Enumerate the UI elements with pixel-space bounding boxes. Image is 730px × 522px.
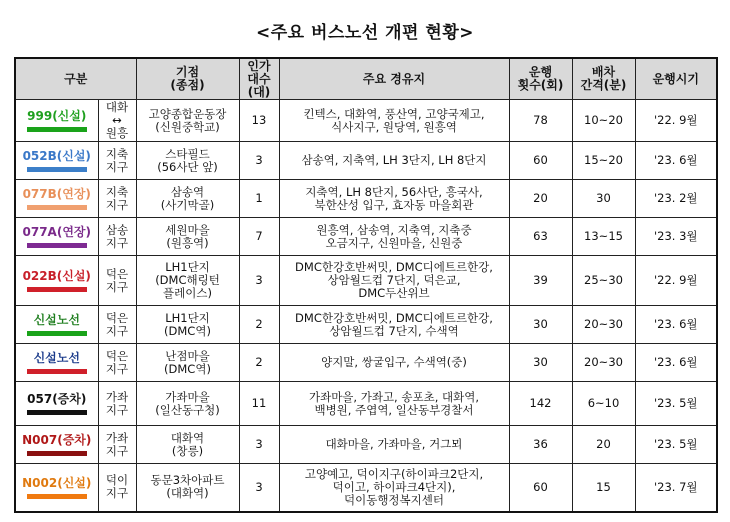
interval-cell: 6~10 (572, 382, 635, 426)
vehicles-cell: 11 (239, 382, 279, 426)
table-row (15, 344, 717, 382)
trips-cell: 20 (509, 180, 572, 218)
interval-cell: 15 (572, 464, 635, 512)
terminus-cell: 삼송역 (사기막골) (136, 180, 239, 218)
route-via-cell: DMC한강호반써밋, DMC디에트르한강, 상암월드컵 7단지, 덕은교, DMC두산위브 (279, 256, 509, 306)
start-cell: '23. 7월 (635, 464, 717, 512)
start-cell: '22. 9월 (635, 100, 717, 142)
start-cell: '23. 5월 (635, 426, 717, 464)
route-number: 077B(연장) (22, 187, 91, 201)
header-trips: 운행 횟수(회) (509, 58, 572, 100)
trips-cell: 39 (509, 256, 572, 306)
route-via-cell: 대화마을, 가좌마을, 거그뫼 (279, 426, 509, 464)
interval-cell: 20~30 (572, 344, 635, 382)
route-color-bar (27, 369, 87, 374)
terminus-cell: 세원마을 (원흥역) (136, 218, 239, 256)
header-category: 구분 (15, 58, 136, 100)
route-via-cell: 양지말, 쌍굴입구, 수색역(중) (279, 344, 509, 382)
trips-cell: 60 (509, 142, 572, 180)
route-number: 022B(신설) (22, 269, 91, 283)
vehicles-cell: 3 (239, 426, 279, 464)
route-number: 신설노선 (33, 313, 80, 327)
terminus-cell: 고양종합운동장 (신원중학교) (136, 100, 239, 142)
terminus-cell: 대화역 (창릉) (136, 426, 239, 464)
route-color-bar (27, 127, 87, 132)
area-cell: 가좌 지구 (98, 426, 136, 464)
vehicles-cell: 7 (239, 218, 279, 256)
table-row (15, 464, 717, 512)
route-number: 신설노선 (33, 351, 80, 365)
area-cell: 덕이 지구 (98, 464, 136, 512)
trips-cell: 63 (509, 218, 572, 256)
route-cell (15, 382, 98, 426)
interval-cell: 30 (572, 180, 635, 218)
header-start: 운행시기 (635, 58, 717, 100)
terminus-cell: 가좌마을 (일산동구청) (136, 382, 239, 426)
table-row (15, 180, 717, 218)
route-cell (15, 464, 98, 512)
area-cell: 덕은 지구 (98, 256, 136, 306)
header-route-via: 주요 경유지 (279, 58, 509, 100)
terminus-cell: 난점마을 (DMC역) (136, 344, 239, 382)
table-row (15, 218, 717, 256)
vehicles-cell: 13 (239, 100, 279, 142)
area-cell: 가좌 지구 (98, 382, 136, 426)
trips-cell: 30 (509, 344, 572, 382)
interval-cell: 20~30 (572, 306, 635, 344)
terminus-cell: 동문3차아파트 (대화역) (136, 464, 239, 512)
interval-cell: 25~30 (572, 256, 635, 306)
vehicles-cell: 3 (239, 256, 279, 306)
header-vehicles: 인가 대수(대) (239, 58, 279, 100)
route-cell (15, 142, 98, 180)
table-row (15, 256, 717, 306)
route-number: 077A(연장) (22, 225, 91, 239)
route-number: N007(증차) (22, 433, 92, 447)
start-cell: '23. 6월 (635, 344, 717, 382)
route-via-cell: 지축역, LH 8단지, 56사단, 흥국사, 북한산성 입구, 효자동 마을회관 (279, 180, 509, 218)
route-cell (15, 180, 98, 218)
route-color-bar (27, 167, 87, 172)
table-row (15, 382, 717, 426)
route-cell (15, 306, 98, 344)
trips-cell: 142 (509, 382, 572, 426)
route-via-cell: 가좌마을, 가좌고, 송포초, 대화역, 백병원, 주엽역, 일산동부경찰서 (279, 382, 509, 426)
start-cell: '22. 9월 (635, 256, 717, 306)
route-color-bar (27, 331, 87, 336)
table-row (15, 426, 717, 464)
route-number: N002(신설) (22, 475, 92, 490)
route-color-bar (27, 494, 87, 499)
table-row (15, 306, 717, 344)
table-row (15, 100, 717, 142)
interval-cell: 20 (572, 426, 635, 464)
interval-cell: 13~15 (572, 218, 635, 256)
start-cell: '23. 3월 (635, 218, 717, 256)
bus-route-table (14, 57, 718, 513)
route-number: 052B(신설) (22, 149, 91, 163)
route-via-cell: DMC한강호반써밋, DMC디에트르한강, 상암월드컵 7단지, 수색역 (279, 306, 509, 344)
route-cell (15, 100, 98, 142)
vehicles-cell: 2 (239, 344, 279, 382)
terminus-cell: LH1단지 (DMC해링턴 플레이스) (136, 256, 239, 306)
interval-cell: 15~20 (572, 142, 635, 180)
vehicles-cell: 2 (239, 306, 279, 344)
start-cell: '23. 6월 (635, 306, 717, 344)
vehicles-cell: 3 (239, 142, 279, 180)
route-cell (15, 256, 98, 306)
route-via-cell: 삼송역, 지축역, LH 3단지, LH 8단지 (279, 142, 509, 180)
header-interval: 배차 간격(분) (572, 58, 635, 100)
start-cell: '23. 5월 (635, 382, 717, 426)
area-cell: 덕은 지구 (98, 306, 136, 344)
route-color-bar (27, 243, 87, 248)
route-via-cell: 고양예고, 덕이지구(하이파크2단지, 덕이고, 하이파크4단지), 덕이동행정복지센터 (279, 464, 509, 512)
area-cell: 삼송 지구 (98, 218, 136, 256)
page-title: <주요 버스노선 개편 현황> (256, 23, 474, 43)
start-cell: '23. 2월 (635, 180, 717, 218)
trips-cell: 36 (509, 426, 572, 464)
route-cell (15, 218, 98, 256)
vehicles-cell: 3 (239, 464, 279, 512)
start-cell: '23. 6월 (635, 142, 717, 180)
table-row (15, 142, 717, 180)
route-via-cell: 원흥역, 삼송역, 지축역, 지축중 오금지구, 신원마을, 신원중 (279, 218, 509, 256)
terminus-cell: LH1단지 (DMC역) (136, 306, 239, 344)
route-cell (15, 344, 98, 382)
terminus-cell: 스타필드 (56사단 앞) (136, 142, 239, 180)
route-number: 999(신설) (27, 109, 87, 123)
route-cell (15, 426, 98, 464)
trips-cell: 30 (509, 306, 572, 344)
route-color-bar (27, 410, 87, 415)
header-terminus: 기점 (종점) (136, 58, 239, 100)
interval-cell: 10~20 (572, 100, 635, 142)
route-color-bar (27, 287, 87, 292)
route-number: 057(증차) (27, 392, 87, 406)
route-via-cell: 킨텍스, 대화역, 풍산역, 고양국제고, 식사지구, 원당역, 원흥역 (279, 100, 509, 142)
area-cell: 덕은 지구 (98, 344, 136, 382)
trips-cell: 78 (509, 100, 572, 142)
area-cell: 대화 ↔ 원흥 (98, 100, 136, 142)
area-cell: 지축 지구 (98, 142, 136, 180)
trips-cell: 60 (509, 464, 572, 512)
route-color-bar (27, 451, 87, 456)
vehicles-cell: 1 (239, 180, 279, 218)
route-color-bar (27, 205, 87, 210)
area-cell: 지축 지구 (98, 180, 136, 218)
